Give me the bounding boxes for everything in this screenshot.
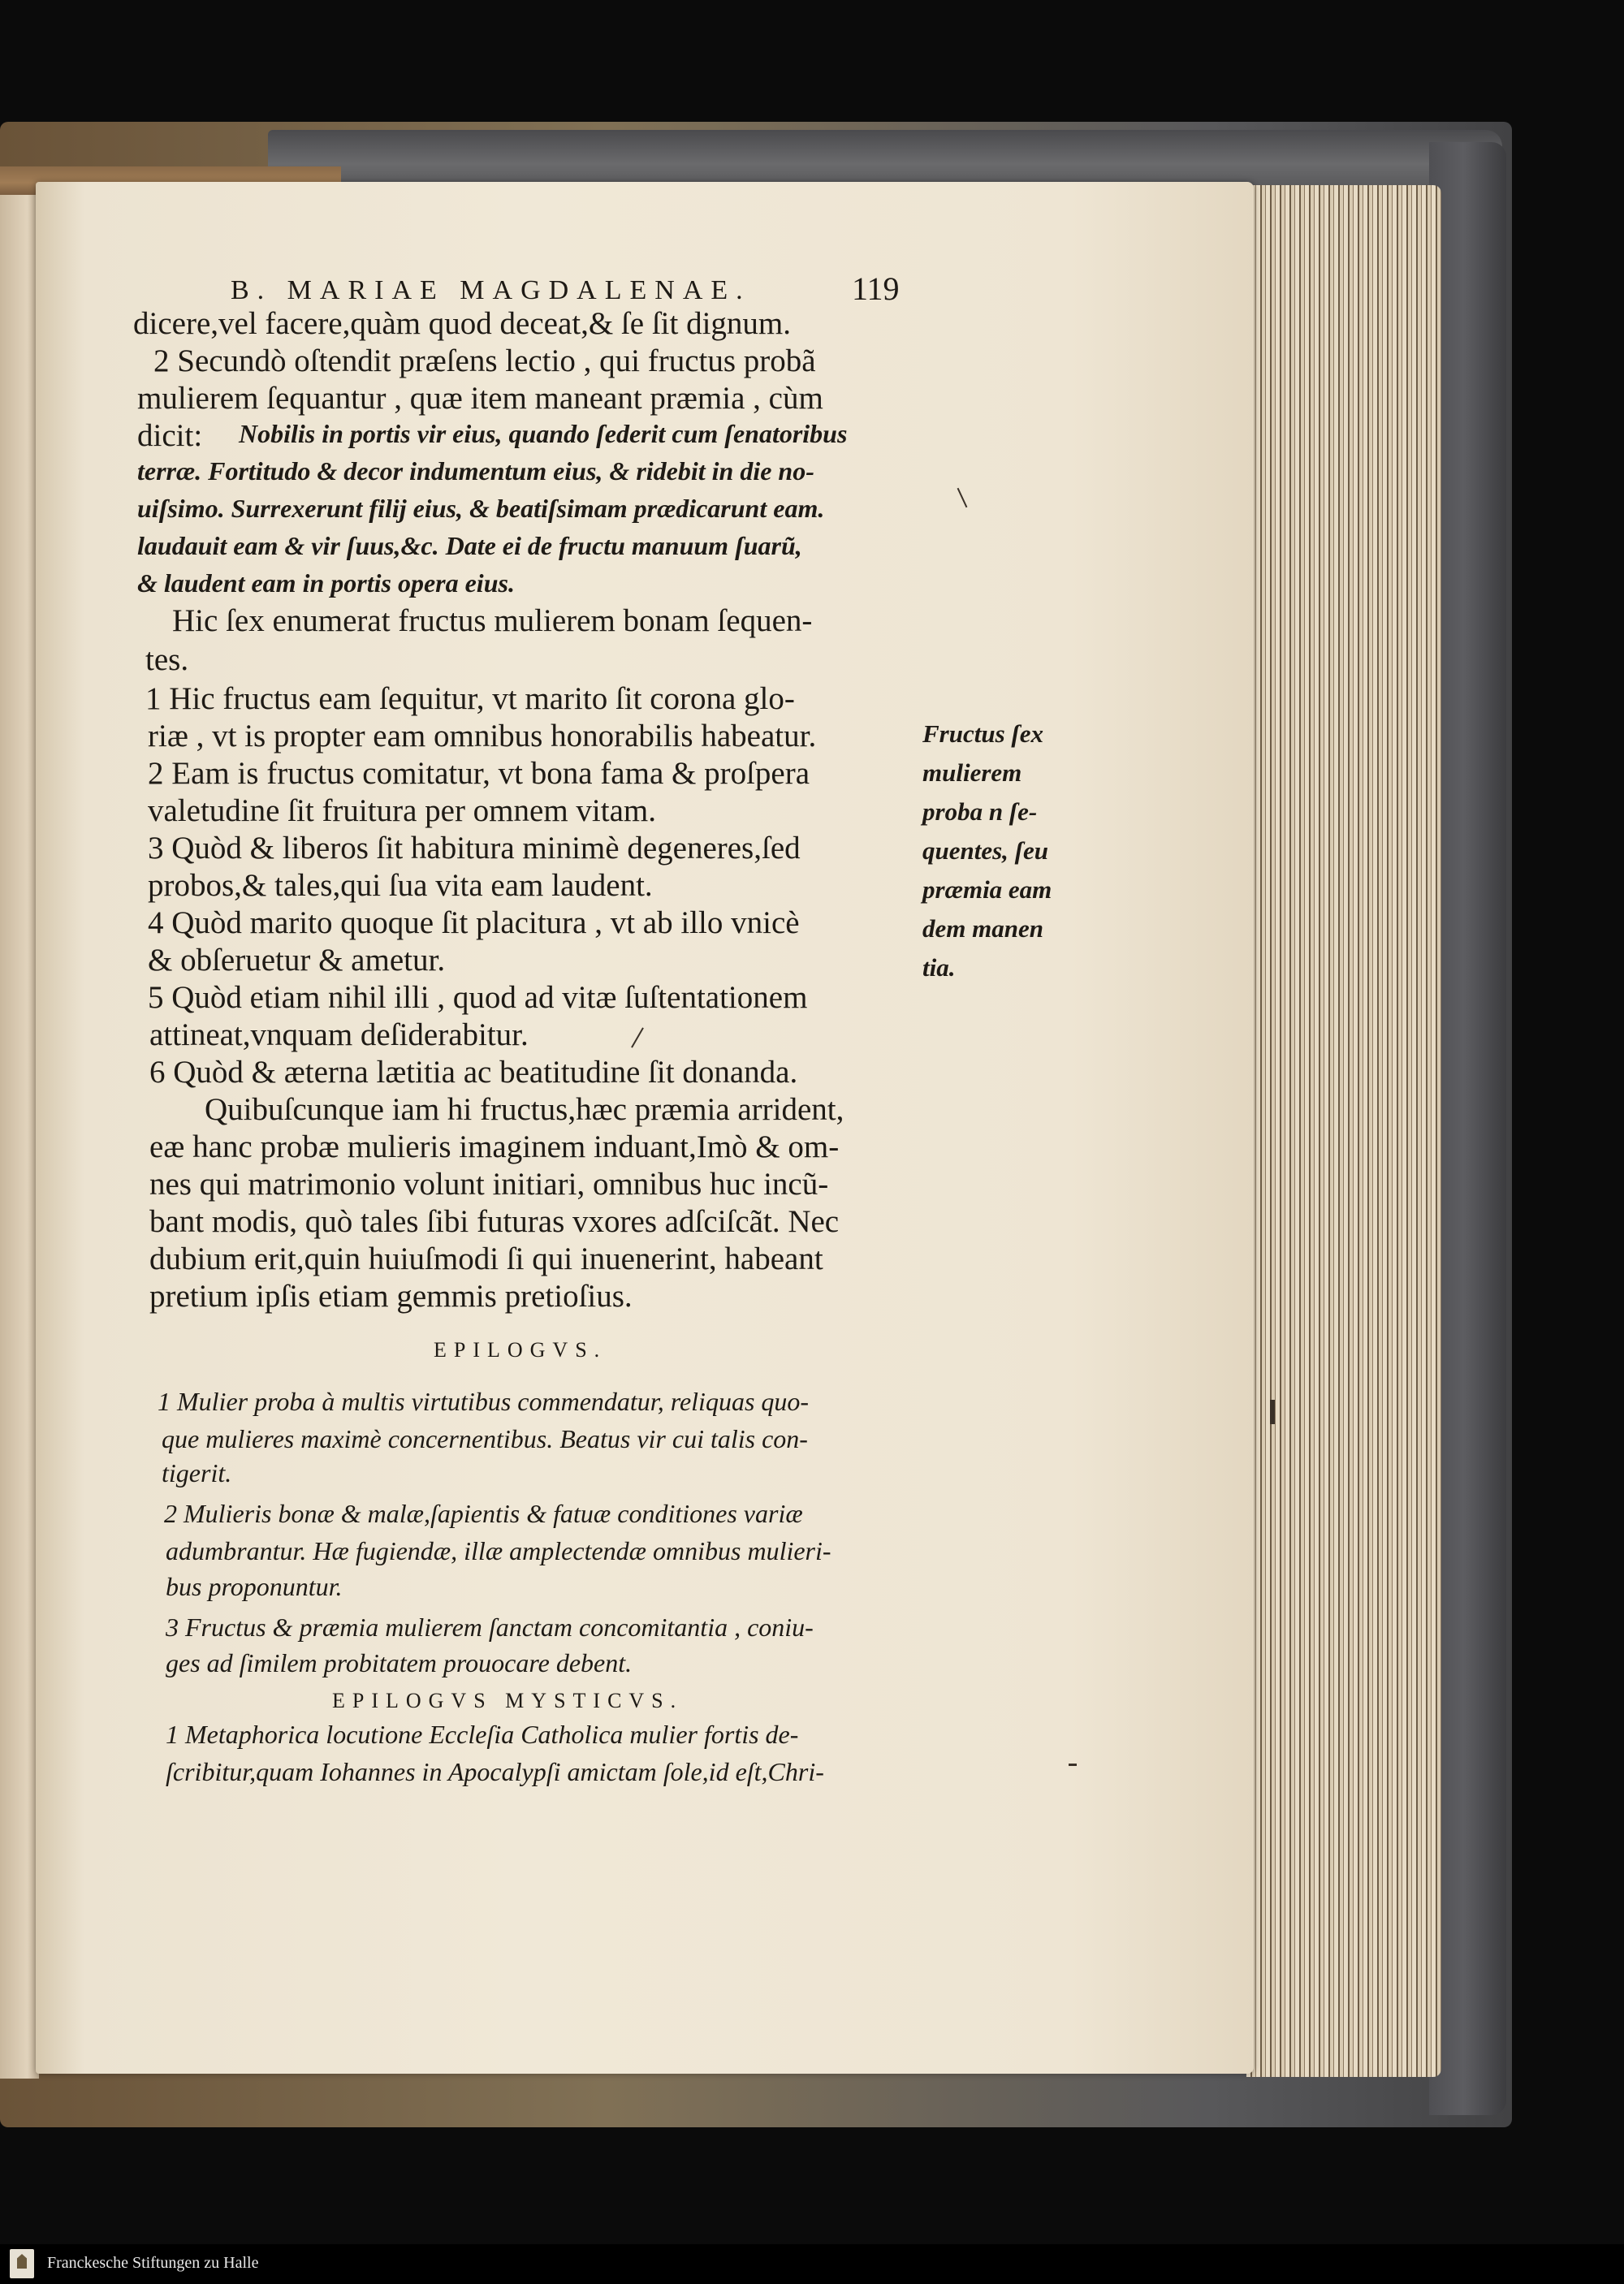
body-line: tes. <box>145 642 189 677</box>
margin-note-line: mulierem <box>922 758 1022 787</box>
body-line: attineat,vnquam deſiderabitur. <box>149 1017 529 1052</box>
body-line: 5 Quòd etiam nihil illi , quod ad vitæ ſuſtentationem <box>148 980 808 1015</box>
epilogus-line: 2 Mulieris bonæ & malæ,ſapientis & fatuæ conditiones variæ <box>164 1499 803 1528</box>
book-page <box>36 182 1254 2074</box>
margin-note-line: dem manen <box>922 914 1043 943</box>
body-line: mulierem ſequantur , quæ item maneant præmia , cùm <box>137 381 823 416</box>
epilogus-line: que mulieres maximè concernentibus. Beatus vir cui talis con- <box>162 1424 808 1453</box>
margin-note-line: proba n ſe- <box>922 797 1038 826</box>
margin-note-line: tia. <box>922 953 956 982</box>
epilogus-line: 3 Fructus & præmia mulierem ſanctam concomitantia , coniu- <box>166 1613 814 1642</box>
institution-logo-icon <box>10 2249 34 2278</box>
epilogus-mysticus-heading: EPILOGVS MYSTICVS. <box>332 1689 684 1712</box>
page-fore-edge <box>1246 185 1441 2077</box>
body-line: & obſeruetur & ametur. <box>148 943 446 978</box>
footer-institution: Franckesche Stiftungen zu Halle <box>47 2254 259 2272</box>
body-line: dicere,vel facere,quàm quod deceat,& ſe ſit dignum. <box>133 306 791 341</box>
body-line: 3 Quòd & liberos ſit habitura minimè degeneres,ſed <box>148 831 801 866</box>
epilogus-line: tigerit. <box>162 1458 232 1487</box>
stray-mark <box>631 1027 644 1047</box>
book-top-edge <box>268 130 1502 187</box>
epilogus-line: 1 Mulier proba à multis virtutibus commendatur, reliquas quo- <box>158 1387 810 1416</box>
body-line: probos,& tales,qui ſua vita eam laudent. <box>148 868 653 903</box>
body-line: bant modis, quò tales ſibi futuras vxores adſciſcãt. Nec <box>149 1204 840 1239</box>
epilogus-line: ges ad ſimilem probitatem prouocare debent. <box>166 1648 633 1677</box>
stray-mark <box>1270 1400 1275 1424</box>
running-title: B. MARIAE MAGDALENAE. <box>231 275 751 305</box>
epilogus-line: adumbrantur. Hæ fugiendæ, illæ amplectendæ omnibus mulieri- <box>166 1536 831 1565</box>
body-line: 4 Quòd marito quoque ſit placitura , vt ab illo vnicè <box>148 905 800 940</box>
stray-mark <box>957 488 968 507</box>
margin-note-line: præmia eam <box>922 875 1052 904</box>
epilogus-heading: EPILOGVS. <box>434 1338 607 1362</box>
body-line: riæ , vt is propter eam omnibus honorabilis habeatur. <box>148 719 817 753</box>
quote-line: & laudent eam in portis opera eius. <box>137 568 515 598</box>
body-line: Hic ſex enumerat fructus mulierem bonam ſequen- <box>172 603 813 638</box>
body-line: nes qui matrimonio volunt initiari, omnibus huc incũ- <box>149 1167 829 1202</box>
body-line: dicit: <box>137 418 203 453</box>
page-number: 119 <box>852 270 900 307</box>
body-line: valetudine ſit fruitura per omnem vitam. <box>148 793 656 828</box>
body-line: pretium ipſis etiam gemmis pretioſius. <box>149 1279 633 1314</box>
quote-line: Nobilis in portis vir eius, quando ſederit cum ſenatoribus <box>239 419 848 448</box>
epilogus-mysticus-line: 1 Metaphorica locutione Eccleſia Catholica mulier fortis de- <box>166 1720 799 1749</box>
body-line: 2 Secundò oſtendit præſens lectio , qui fructus probã <box>153 343 816 378</box>
body-line: 1 Hic fructus eam ſequitur, vt marito ſit corona glo- <box>145 681 795 716</box>
epilogus-mysticus-line: ſcribitur,quam Iohannes in Apocalypſi amictam ſole,id eſt,Chri- <box>166 1757 824 1786</box>
margin-note-line: Fructus ſex <box>922 719 1043 748</box>
left-facing-page-edge <box>0 195 39 2079</box>
body-line: Quibuſcunque iam hi fructus,hæc præmia arrident, <box>205 1092 844 1127</box>
epilogus-line: bus proponuntur. <box>166 1572 343 1601</box>
quote-line: laudauit eam & vir ſuus,&c. Date ei de fructu manuum ſuarũ, <box>137 531 802 560</box>
margin-note-line: quentes, ſeu <box>922 836 1048 865</box>
body-line: dubium erit,quin huiuſmodi ſi qui inuenerint, habeant <box>149 1241 823 1276</box>
body-line: 2 Eam is fructus comitatur, vt bona fama & proſpera <box>148 756 810 791</box>
body-line: eæ hanc probæ mulieris imaginem induant,Imò & om- <box>149 1129 840 1164</box>
stray-mark <box>1069 1764 1077 1766</box>
footer-bar <box>0 2244 1624 2284</box>
quote-line: terræ. Fortitudo & decor indumentum eius, & ridebit in die no- <box>137 456 814 486</box>
body-line: 6 Quòd & æterna lætitia ac beatitudine ſit donanda. <box>149 1055 798 1090</box>
quote-line: uiſsimo. Surrexerunt filij eius, & beatiſsimam prædicarunt eam. <box>137 494 825 523</box>
